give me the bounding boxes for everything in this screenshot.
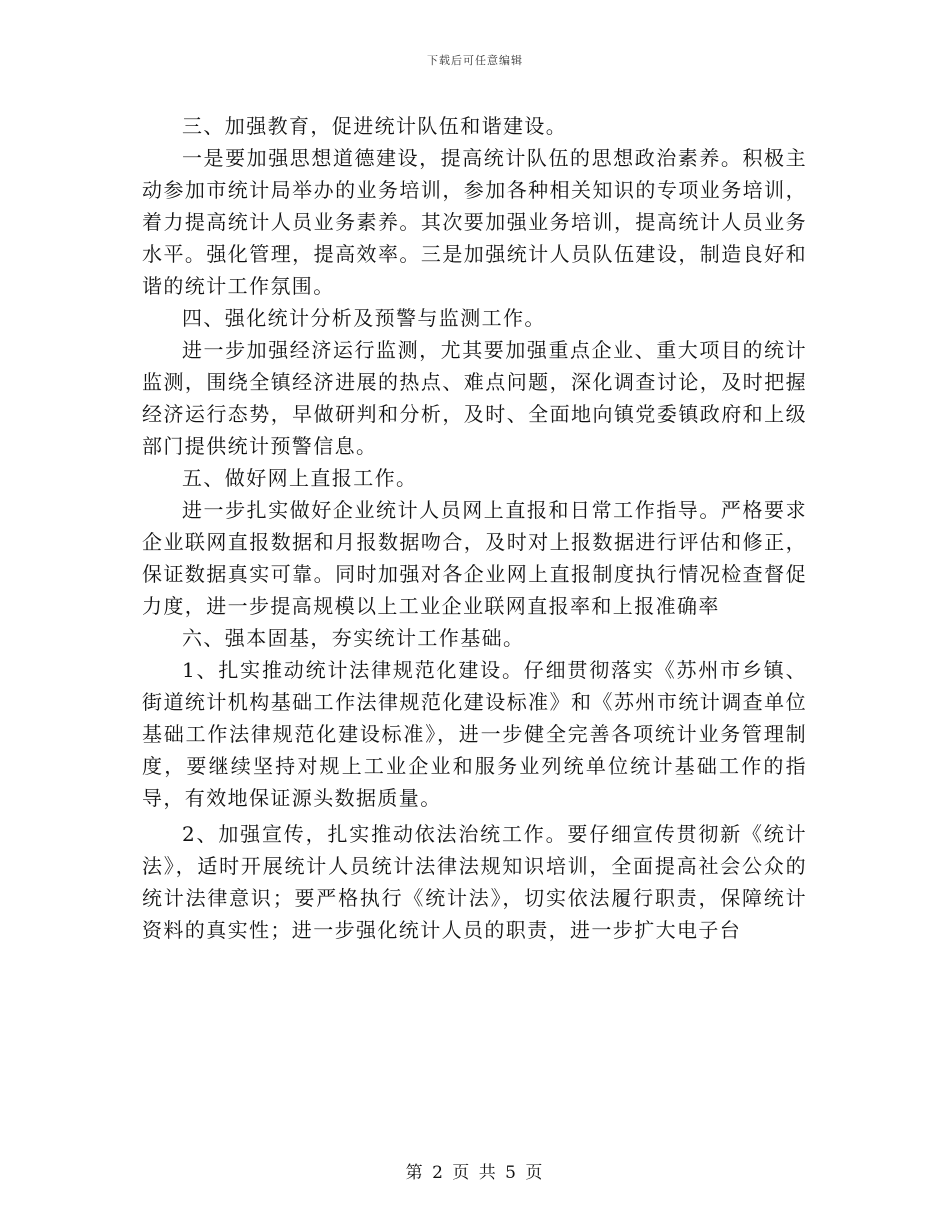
paragraph-online-report: 进一步扎实做好企业统计人员网上直报和日常工作指导。严格要求企业联网直报数据和月报数据吻合，及时对上报数据进行评估和修正，保证数据真实可靠。同时加强对各企业网上直报制度执行情况检查督促力度，进一步提高规模以上工业企业联网直报率和上报准确率 xyxy=(142,498,807,618)
paragraph-legal-promotion: 2、加强宣传，扎实推动依法治统工作。要仔细宣传贯彻新《统计法》，适时开展统计人员统计法律法规知识培训，全面提高社会公众的统计法律意识；要严格执行《统计法》，切实依法履行职责，保障统计资料的真实性；进一步强化统计人员的职责，进一步扩大电子台 xyxy=(142,822,807,942)
section-heading-3: 三、加强教育，促进统计队伍和谐建设。 xyxy=(182,114,568,138)
paragraph-legal-standard: 1、扎实推动统计法律规范化建设。仔细贯彻落实《苏州市乡镇、街道统计机构基础工作法律规范化建设标准》和《苏州市统计调查单位基础工作法律规范化建设标准》，进一步健全完善各项统计业务管理制度，要继续坚持对规上工业企业和服务业列统单位统计基础工作的指导，有效地保证源头数据质量。 xyxy=(142,658,807,810)
section-heading-6: 六、强本固基，夯实统计工作基础。 xyxy=(182,626,525,650)
section-heading-4: 四、强化统计分析及预警与监测工作。 xyxy=(182,306,546,330)
paragraph-monitoring: 进一步加强经济运行监测，尤其要加强重点企业、重大项目的统计监测，围绕全镇经济进展的热点、难点问题，深化调查讨论，及时把握经济运行态势，早做研判和分析，及时、全面地向镇党委镇政府和上级部门提供统计预警信息。 xyxy=(142,338,807,458)
paragraph-education: 一是要加强思想道德建设，提高统计队伍的思想政治素养。积极主动参加市统计局举办的业务培训，参加各种相关知识的专项业务培训，着力提高统计人员业务素养。其次要加强业务培训，提高统计人员业务水平。强化管理，提高效率。三是加强统计人员队伍建设，制造良好和谐的统计工作氛围。 xyxy=(142,146,807,298)
section-heading-5: 五、做好网上直报工作。 xyxy=(182,466,418,490)
document-body xyxy=(142,110,807,946)
page-number: 第 2 页 共 5 页 xyxy=(405,1163,545,1183)
page-header: 下载后可任意编辑 xyxy=(427,54,523,67)
